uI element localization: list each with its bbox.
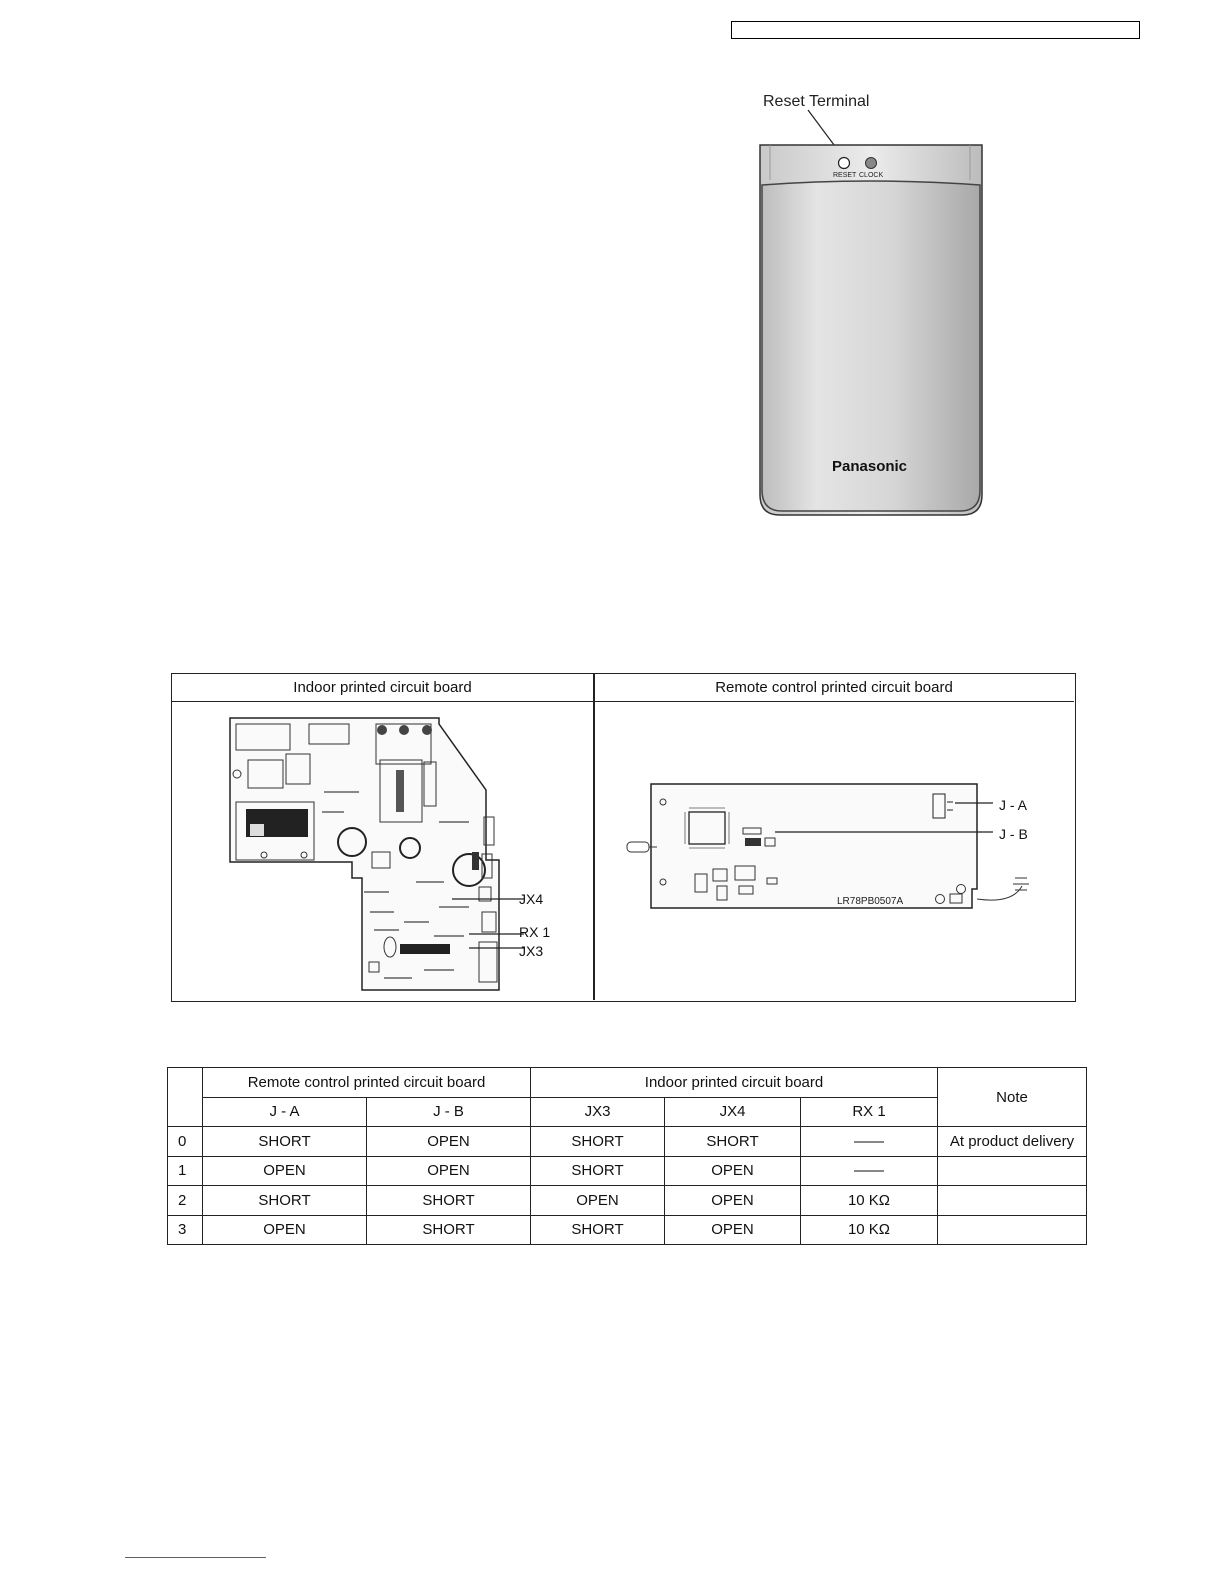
clock-label: CLOCK — [859, 172, 884, 179]
remote-controller-illustration — [740, 85, 1000, 525]
table-group-header-row — [168, 1068, 1087, 1098]
jb-label: J - B — [999, 826, 1028, 842]
cell-jb: OPEN — [367, 1127, 531, 1157]
footer-link-line — [125, 1557, 266, 1558]
board-code-label: LR78PB0507A — [837, 896, 904, 907]
row-index: 1 — [168, 1156, 203, 1186]
cell-jx4: OPEN — [665, 1186, 801, 1216]
cell-jb: SHORT — [367, 1215, 531, 1245]
figure-divider — [593, 674, 595, 1000]
col-header-jx3: JX3 — [531, 1097, 665, 1127]
reset-terminal-callout: Reset Terminal — [763, 93, 870, 110]
cell-rx1: —— — [801, 1156, 938, 1186]
row-index: 2 — [168, 1186, 203, 1216]
header-box — [731, 21, 1140, 39]
remote-pcb-drawing — [617, 774, 1057, 924]
indoor-pcb-drawing — [224, 712, 564, 998]
row-index: 0 — [168, 1127, 203, 1157]
pcb-figure — [171, 673, 1076, 1002]
rx1-label: RX 1 — [519, 924, 551, 940]
cell-jb: OPEN — [367, 1156, 531, 1186]
cell-ja: SHORT — [203, 1127, 367, 1157]
cell-note — [938, 1156, 1087, 1186]
remote-pcb-labels — [997, 794, 1072, 859]
table-row — [168, 1186, 1087, 1216]
cell-jx3: SHORT — [531, 1127, 665, 1157]
cell-rx1: —— — [801, 1127, 938, 1157]
note-header: Note — [938, 1068, 1087, 1127]
reset-hole — [839, 158, 850, 169]
cell-note: At product delivery — [938, 1127, 1087, 1157]
cell-ja: OPEN — [203, 1156, 367, 1186]
jx3-label: JX3 — [519, 943, 544, 959]
indoor-group-header: Indoor printed circuit board — [531, 1068, 938, 1098]
cell-jb: SHORT — [367, 1186, 531, 1216]
cell-rx1: 10 KΩ — [801, 1215, 938, 1245]
remote-pcb-header: Remote control printed circuit board — [593, 674, 1074, 702]
cell-jx3: SHORT — [531, 1215, 665, 1245]
jumper-setting-table — [167, 1067, 1087, 1245]
brand-logo: Panasonic — [832, 458, 908, 475]
cell-ja: OPEN — [203, 1215, 367, 1245]
cell-jx4: OPEN — [665, 1156, 801, 1186]
row-index: 3 — [168, 1215, 203, 1245]
table-row — [168, 1215, 1087, 1245]
indoor-pcb-labels — [517, 889, 587, 964]
cell-jx3: OPEN — [531, 1186, 665, 1216]
clock-hole — [866, 158, 877, 169]
ja-label: J - A — [999, 797, 1028, 813]
remote-group-header: Remote control printed circuit board — [203, 1068, 531, 1098]
cell-jx3: SHORT — [531, 1156, 665, 1186]
reset-label: RESET — [833, 172, 857, 179]
col-header-jx4: JX4 — [665, 1097, 801, 1127]
table-row — [168, 1156, 1087, 1186]
col-header-rx1: RX 1 — [801, 1097, 938, 1127]
cell-ja: SHORT — [203, 1186, 367, 1216]
cell-note — [938, 1215, 1087, 1245]
jx4-label: JX4 — [519, 891, 544, 907]
cell-note — [938, 1186, 1087, 1216]
indoor-pcb-header: Indoor printed circuit board — [172, 674, 593, 702]
index-header-cell — [168, 1068, 203, 1127]
cell-jx4: OPEN — [665, 1215, 801, 1245]
cell-rx1: 10 KΩ — [801, 1186, 938, 1216]
col-header-jb: J - B — [367, 1097, 531, 1127]
col-header-ja: J - A — [203, 1097, 367, 1127]
table-row — [168, 1127, 1087, 1157]
cell-jx4: SHORT — [665, 1127, 801, 1157]
